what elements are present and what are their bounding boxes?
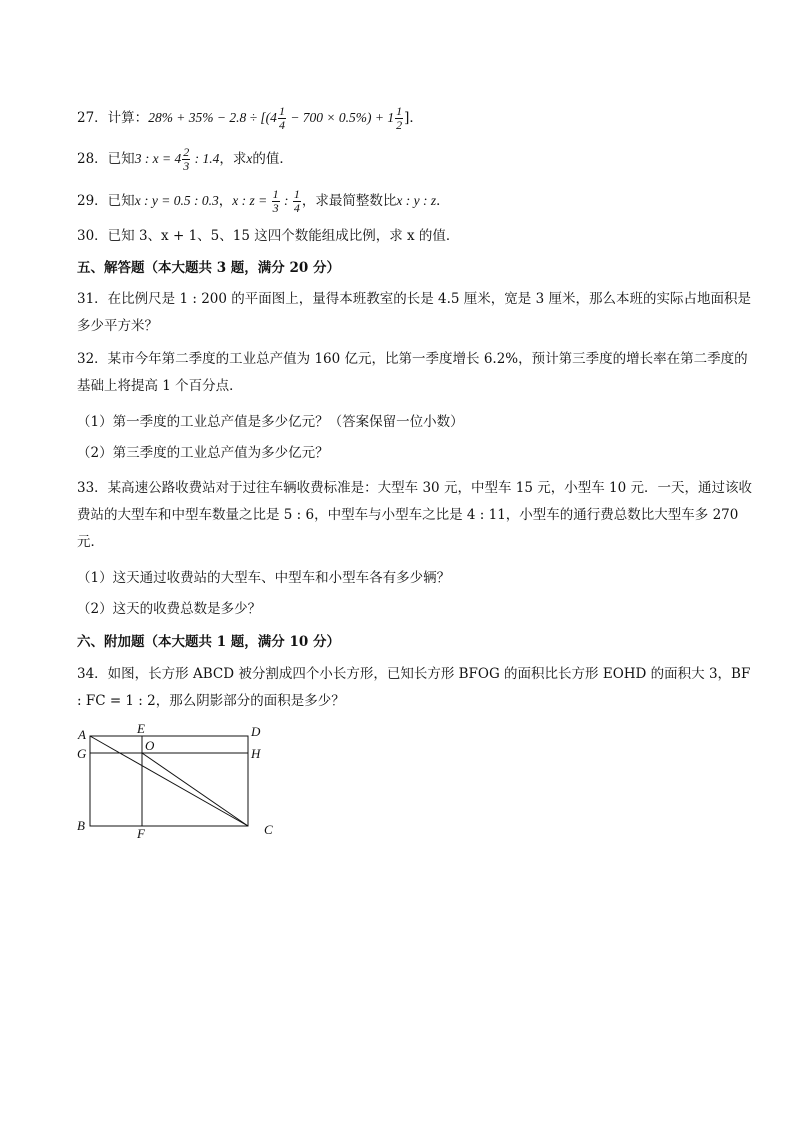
label-d: D <box>251 724 261 739</box>
question-27-number: 27．计算： <box>77 110 149 126</box>
line-oc <box>142 753 248 826</box>
question-28-var-x: x <box>246 151 253 166</box>
section-6-heading: 六、附加题（本大题共 1 题，满分 10 分） <box>77 634 340 650</box>
label-c: C <box>264 822 273 837</box>
question-32-part-2: （2）第三季度的工业总产值为多少亿元？ <box>77 445 329 461</box>
label-o: O <box>145 738 155 753</box>
question-31: 31．在比例尺是 1 : 200 的平面图上，量得本班教室的长是 4.5 厘米，宽是 3 厘米，那么本班的实际占地面积是多少平方米？ <box>77 291 751 334</box>
question-29-expr-a: x : y = 0.5 : 0.3 <box>134 193 219 208</box>
question-29-ratio: x : y : z <box>396 193 437 208</box>
question-33-part-1: （1）这天通过收费站的大型车、中型车和小型车各有多少辆？ <box>77 570 451 586</box>
question-29-period: ． <box>436 193 450 209</box>
fraction-1-4: $\frac{1}{4}$ <box>278 104 285 132</box>
section-5-heading: 五、解答题（本大题共 3 题，满分 20 分） <box>77 260 340 276</box>
question-29-text-d: ，求最简整数比 <box>301 193 397 209</box>
label-b: B <box>77 818 85 833</box>
label-e: E <box>137 722 145 736</box>
diagonal-ac <box>90 736 248 826</box>
question-32-part-1: （1）第一季度的工业总产值是多少亿元？（答案保留一位小数） <box>77 414 464 430</box>
question-28-text-c: ，求 <box>219 151 247 167</box>
label-f: F <box>137 826 145 841</box>
label-a: A <box>78 727 86 742</box>
question-29-expr-c: x : z = <box>232 193 271 208</box>
fraction-2-3: $\frac{2}{3}$ <box>183 145 190 173</box>
question-28-expr-b: : 1.4 <box>191 151 220 166</box>
fraction-1-2: $\frac{1}{2}$ <box>396 104 403 132</box>
question-30: 30．已知 3、x + 1、5、15 这四个数能组成比例，求 x 的值． <box>77 228 460 244</box>
question-29 <box>77 188 754 215</box>
fraction-1-3: $\frac{1}{3}$ <box>272 187 279 215</box>
question-28 <box>77 146 754 173</box>
question-27-expr-a: 28% + 35% − 2.8 ÷ [(4 <box>148 110 277 125</box>
question-32: 32．某市今年第二季度的工业总产值为 160 亿元，比第一季度增长 6.2%，预计第三季度的增长率在第二季度的基础上将提高 1 个百分点． <box>77 351 748 394</box>
question-27-expr-b: − 700 × 0.5%) + 1 <box>286 110 395 125</box>
rectangle-figure <box>70 722 290 844</box>
question-34: 34．如图，长方形 ABCD 被分割成四个小长方形，已知长方形 BFOG 的面积比长方形 EOHD 的面积大 3，BF : FC = 1 : 2，那么阴影部分的面积是多少？ <box>77 666 751 709</box>
question-28-expr-a: 3 : x = 4 <box>134 151 182 166</box>
question-29-number: 29．已知 <box>77 193 135 209</box>
question-33: 33．某高速公路收费站对于过往车辆收费标准是：大型车 30 元，中型车 15 元，小型车 10 元．一天，通过该收费站的大型车和中型车数量之比是 5 : 6，中型车与小型车之比是 4 : 11，小型车的通行费总数比大型车多 270 元． <box>77 480 752 550</box>
question-33-part-2: （2）这天的收费总数是多少？ <box>77 601 262 617</box>
label-g: G <box>77 746 87 761</box>
question-28-text-d: 的值． <box>252 151 293 167</box>
question-29-colon: : <box>280 193 292 208</box>
question-27 <box>77 105 754 132</box>
question-28-number: 28．已知 <box>77 151 135 167</box>
question-29-comma: ， <box>218 193 233 209</box>
question-27-expr-c: ]． <box>404 110 423 126</box>
fraction-1-4b: $\frac{1}{4}$ <box>293 187 300 215</box>
label-h: H <box>251 746 261 761</box>
